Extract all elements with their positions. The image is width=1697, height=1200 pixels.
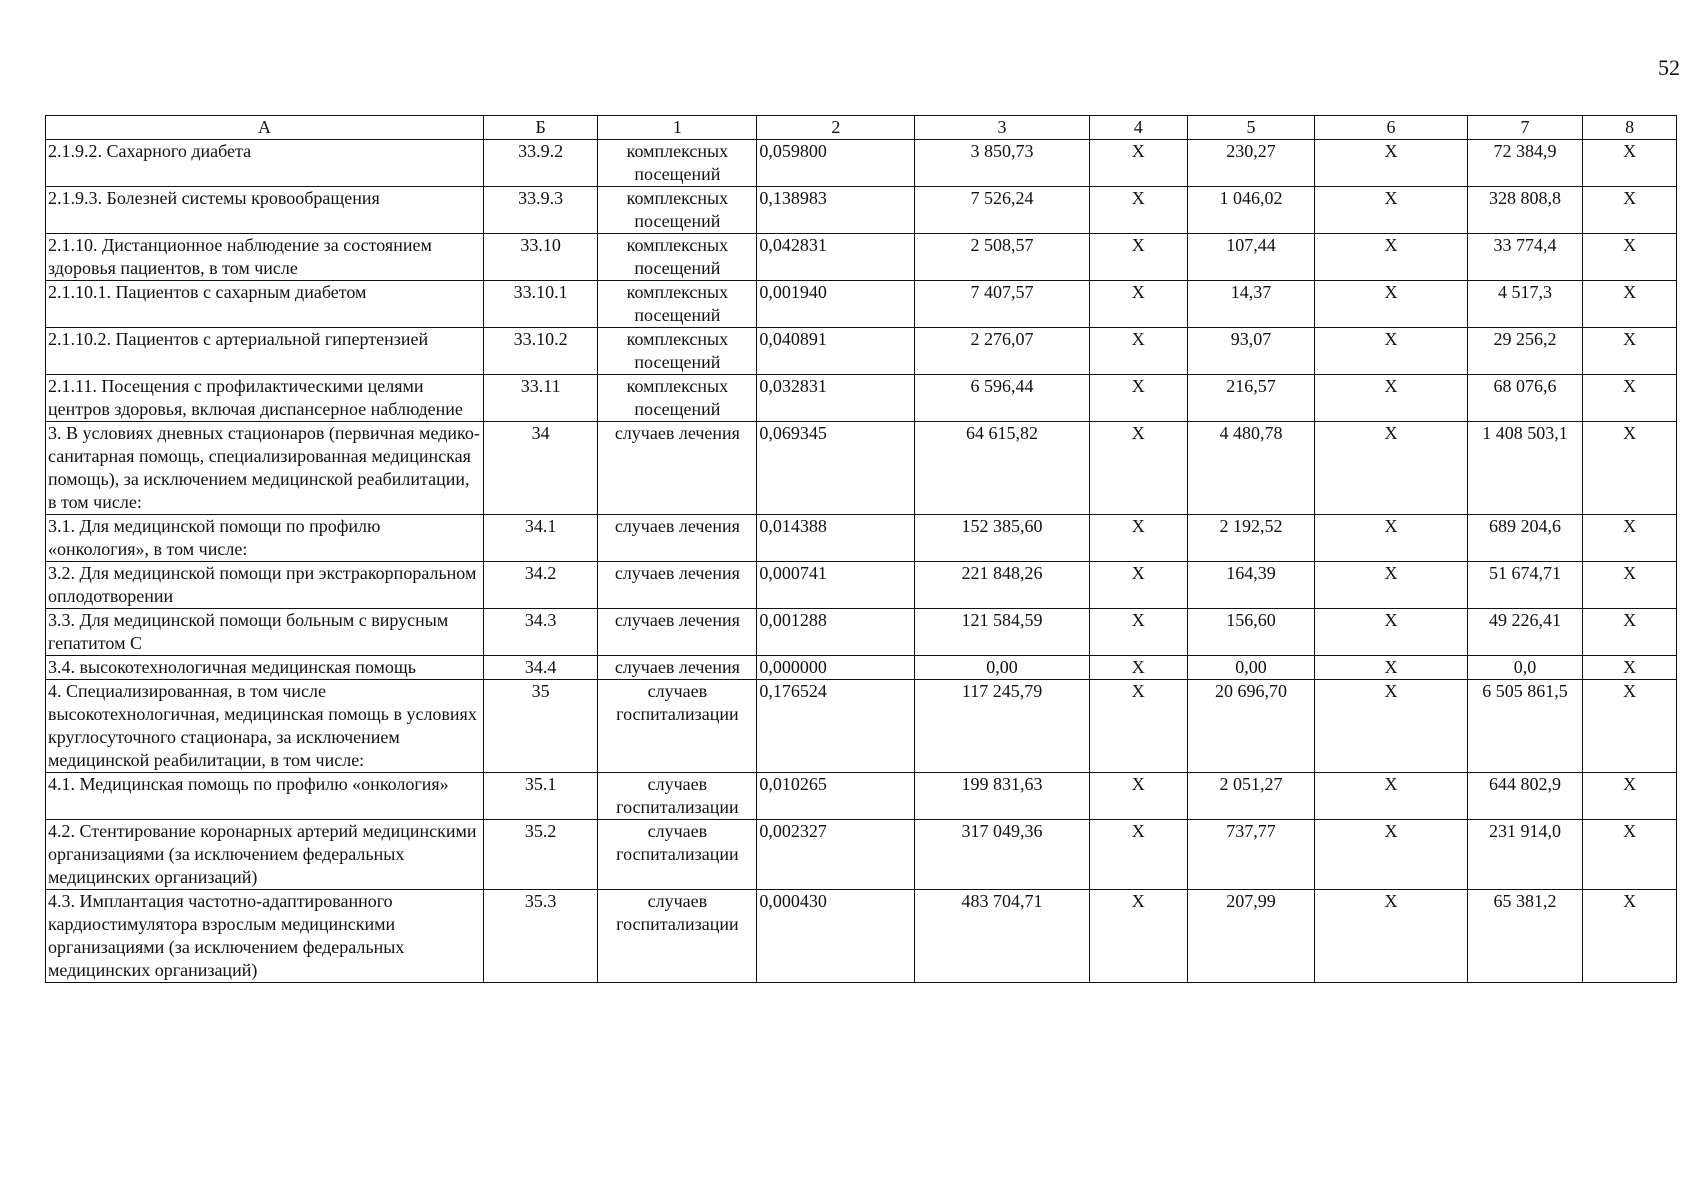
row-col-8: X <box>1583 515 1677 562</box>
row-cost-norm: 64 615,82 <box>915 422 1089 515</box>
row-volume-norm: 0,040891 <box>757 328 915 375</box>
row-code: 34.4 <box>483 656 597 680</box>
row-col-4: X <box>1089 515 1187 562</box>
row-code: 33.10.2 <box>483 328 597 375</box>
row-col-4: X <box>1089 656 1187 680</box>
row-label: 4.1. Медицинская помощь по профилю «онкология» <box>46 773 484 820</box>
row-unit: случаев лечения <box>598 609 757 656</box>
row-col-8: X <box>1583 328 1677 375</box>
table-row <box>46 515 1677 562</box>
table-row <box>46 328 1677 375</box>
row-volume-norm: 0,032831 <box>757 375 915 422</box>
row-col-6: X <box>1315 562 1468 609</box>
row-col-8: X <box>1583 890 1677 983</box>
row-cost-norm: 483 704,71 <box>915 890 1089 983</box>
row-total-cost: 1 408 503,1 <box>1467 422 1582 515</box>
row-col-6: X <box>1315 422 1468 515</box>
row-total-cost: 328 808,8 <box>1467 187 1582 234</box>
row-volume-norm: 0,138983 <box>757 187 915 234</box>
column-header-a: А <box>46 116 484 140</box>
row-col-8: X <box>1583 234 1677 281</box>
row-unit: случаев госпитализации <box>598 890 757 983</box>
row-label: 2.1.10.1. Пациентов с сахарным диабетом <box>46 281 484 328</box>
row-label: 3.3. Для медицинской помощи больным с вирусным гепатитом С <box>46 609 484 656</box>
column-header-3: 3 <box>915 116 1089 140</box>
table-row <box>46 609 1677 656</box>
row-label: 2.1.11. Посещения с профилактическими целями центров здоровья, включая диспансерное наблюдение <box>46 375 484 422</box>
table-body <box>46 140 1677 983</box>
row-code: 35.1 <box>483 773 597 820</box>
row-volume-norm: 0,069345 <box>757 422 915 515</box>
row-cost-norm: 7 526,24 <box>915 187 1089 234</box>
row-label: 3.4. высокотехнологичная медицинская помощь <box>46 656 484 680</box>
row-col-8: X <box>1583 609 1677 656</box>
row-code: 33.9.3 <box>483 187 597 234</box>
row-code: 33.9.2 <box>483 140 597 187</box>
row-cost-norm: 3 850,73 <box>915 140 1089 187</box>
row-per-capita: 207,99 <box>1187 890 1314 983</box>
row-total-cost: 68 076,6 <box>1467 375 1582 422</box>
row-per-capita: 20 696,70 <box>1187 680 1314 773</box>
row-label: 2.1.10. Дистанционное наблюдение за состоянием здоровья пациентов, в том числе <box>46 234 484 281</box>
row-total-cost: 644 802,9 <box>1467 773 1582 820</box>
row-cost-norm: 2 508,57 <box>915 234 1089 281</box>
row-col-6: X <box>1315 820 1468 890</box>
row-col-8: X <box>1583 375 1677 422</box>
row-label: 3. В условиях дневных стационаров (первичная медико-санитарная помощь, специализированная медицинская помощь), за исключением медицинской реабилитации, в том числе: <box>46 422 484 515</box>
row-code: 34.2 <box>483 562 597 609</box>
row-col-4: X <box>1089 375 1187 422</box>
row-col-8: X <box>1583 562 1677 609</box>
row-unit: случаев лечения <box>598 422 757 515</box>
row-col-6: X <box>1315 234 1468 281</box>
row-total-cost: 51 674,71 <box>1467 562 1582 609</box>
row-unit: комплексных посещений <box>598 187 757 234</box>
row-col-6: X <box>1315 773 1468 820</box>
header-row <box>46 116 1677 140</box>
row-col-4: X <box>1089 820 1187 890</box>
table-row <box>46 890 1677 983</box>
column-header-b: Б <box>483 116 597 140</box>
row-volume-norm: 0,002327 <box>757 820 915 890</box>
column-header-1: 1 <box>598 116 757 140</box>
row-per-capita: 230,27 <box>1187 140 1314 187</box>
row-volume-norm: 0,014388 <box>757 515 915 562</box>
row-code: 35 <box>483 680 597 773</box>
row-col-4: X <box>1089 281 1187 328</box>
row-col-6: X <box>1315 515 1468 562</box>
row-per-capita: 216,57 <box>1187 375 1314 422</box>
data-table <box>45 115 1677 983</box>
row-unit: комплексных посещений <box>598 234 757 281</box>
row-volume-norm: 0,059800 <box>757 140 915 187</box>
row-unit: случаев лечения <box>598 562 757 609</box>
row-col-8: X <box>1583 281 1677 328</box>
row-per-capita: 156,60 <box>1187 609 1314 656</box>
row-unit: комплексных посещений <box>598 281 757 328</box>
table-row <box>46 140 1677 187</box>
row-col-8: X <box>1583 656 1677 680</box>
row-unit: случаев лечения <box>598 515 757 562</box>
table-row <box>46 375 1677 422</box>
row-col-6: X <box>1315 890 1468 983</box>
row-total-cost: 4 517,3 <box>1467 281 1582 328</box>
row-per-capita: 2 192,52 <box>1187 515 1314 562</box>
row-total-cost: 231 914,0 <box>1467 820 1582 890</box>
row-code: 35.3 <box>483 890 597 983</box>
row-volume-norm: 0,010265 <box>757 773 915 820</box>
row-unit: случаев госпитализации <box>598 820 757 890</box>
row-volume-norm: 0,000741 <box>757 562 915 609</box>
row-unit: случаев госпитализации <box>598 680 757 773</box>
row-per-capita: 0,00 <box>1187 656 1314 680</box>
row-cost-norm: 2 276,07 <box>915 328 1089 375</box>
table-row <box>46 281 1677 328</box>
row-col-6: X <box>1315 187 1468 234</box>
row-code: 33.10.1 <box>483 281 597 328</box>
row-col-6: X <box>1315 375 1468 422</box>
row-code: 34.1 <box>483 515 597 562</box>
row-code: 34.3 <box>483 609 597 656</box>
row-per-capita: 1 046,02 <box>1187 187 1314 234</box>
row-volume-norm: 0,000430 <box>757 890 915 983</box>
table-row <box>46 680 1677 773</box>
row-per-capita: 737,77 <box>1187 820 1314 890</box>
row-total-cost: 33 774,4 <box>1467 234 1582 281</box>
column-header-7: 7 <box>1467 116 1582 140</box>
row-volume-norm: 0,001288 <box>757 609 915 656</box>
row-col-4: X <box>1089 140 1187 187</box>
column-header-4: 4 <box>1089 116 1187 140</box>
row-col-4: X <box>1089 328 1187 375</box>
row-col-4: X <box>1089 773 1187 820</box>
row-code: 34 <box>483 422 597 515</box>
column-header-8: 8 <box>1583 116 1677 140</box>
column-header-5: 5 <box>1187 116 1314 140</box>
row-col-6: X <box>1315 656 1468 680</box>
row-code: 35.2 <box>483 820 597 890</box>
row-unit: случаев госпитализации <box>598 773 757 820</box>
row-unit: случаев лечения <box>598 656 757 680</box>
row-col-4: X <box>1089 680 1187 773</box>
table-row <box>46 187 1677 234</box>
row-label: 2.1.10.2. Пациентов с артериальной гипертензией <box>46 328 484 375</box>
row-code: 33.10 <box>483 234 597 281</box>
row-label: 4. Специализированная, в том числе высокотехнологичная, медицинская помощь в условиях круглосуточного стационара, за исключением медицинской реабилитации, в том числе: <box>46 680 484 773</box>
row-cost-norm: 7 407,57 <box>915 281 1089 328</box>
row-volume-norm: 0,001940 <box>757 281 915 328</box>
row-cost-norm: 117 245,79 <box>915 680 1089 773</box>
page-number: 52 <box>1658 55 1680 80</box>
row-per-capita: 107,44 <box>1187 234 1314 281</box>
row-cost-norm: 6 596,44 <box>915 375 1089 422</box>
row-total-cost: 72 384,9 <box>1467 140 1582 187</box>
row-per-capita: 4 480,78 <box>1187 422 1314 515</box>
row-label: 4.2. Стентирование коронарных артерий медицинскими организациями (за исключением федеральных медицинских организаций) <box>46 820 484 890</box>
row-total-cost: 65 381,2 <box>1467 890 1582 983</box>
row-volume-norm: 0,000000 <box>757 656 915 680</box>
row-volume-norm: 0,176524 <box>757 680 915 773</box>
row-col-8: X <box>1583 422 1677 515</box>
column-header-2: 2 <box>757 116 915 140</box>
row-total-cost: 29 256,2 <box>1467 328 1582 375</box>
row-cost-norm: 199 831,63 <box>915 773 1089 820</box>
row-label: 3.2. Для медицинской помощи при экстракорпоральном оплодотворении <box>46 562 484 609</box>
row-label: 2.1.9.3. Болезней системы кровообращения <box>46 187 484 234</box>
column-header-6: 6 <box>1315 116 1468 140</box>
row-volume-norm: 0,042831 <box>757 234 915 281</box>
row-label: 3.1. Для медицинской помощи по профилю «онкология», в том числе: <box>46 515 484 562</box>
row-per-capita: 93,07 <box>1187 328 1314 375</box>
row-col-6: X <box>1315 140 1468 187</box>
table-row <box>46 656 1677 680</box>
row-col-4: X <box>1089 187 1187 234</box>
table-row <box>46 422 1677 515</box>
row-unit: комплексных посещений <box>598 375 757 422</box>
row-col-4: X <box>1089 234 1187 281</box>
row-cost-norm: 221 848,26 <box>915 562 1089 609</box>
row-col-6: X <box>1315 680 1468 773</box>
row-col-8: X <box>1583 187 1677 234</box>
row-col-4: X <box>1089 422 1187 515</box>
row-col-6: X <box>1315 281 1468 328</box>
row-col-4: X <box>1089 890 1187 983</box>
row-code: 33.11 <box>483 375 597 422</box>
row-col-6: X <box>1315 609 1468 656</box>
row-total-cost: 689 204,6 <box>1467 515 1582 562</box>
row-per-capita: 164,39 <box>1187 562 1314 609</box>
row-total-cost: 49 226,41 <box>1467 609 1582 656</box>
row-per-capita: 2 051,27 <box>1187 773 1314 820</box>
row-label: 2.1.9.2. Сахарного диабета <box>46 140 484 187</box>
row-label: 4.3. Имплантация частотно-адаптированного кардиостимулятора взрослым медицинскими организациями (за исключением федеральных медицинских организаций) <box>46 890 484 983</box>
table-row <box>46 820 1677 890</box>
row-total-cost: 6 505 861,5 <box>1467 680 1582 773</box>
table-row <box>46 773 1677 820</box>
row-cost-norm: 121 584,59 <box>915 609 1089 656</box>
row-cost-norm: 317 049,36 <box>915 820 1089 890</box>
table-row <box>46 562 1677 609</box>
row-col-8: X <box>1583 680 1677 773</box>
row-unit: комплексных посещений <box>598 328 757 375</box>
row-col-4: X <box>1089 609 1187 656</box>
row-col-4: X <box>1089 562 1187 609</box>
row-cost-norm: 0,00 <box>915 656 1089 680</box>
row-col-8: X <box>1583 820 1677 890</box>
table-row <box>46 234 1677 281</box>
row-col-6: X <box>1315 328 1468 375</box>
row-unit: комплексных посещений <box>598 140 757 187</box>
row-per-capita: 14,37 <box>1187 281 1314 328</box>
row-total-cost: 0,0 <box>1467 656 1582 680</box>
row-cost-norm: 152 385,60 <box>915 515 1089 562</box>
row-col-8: X <box>1583 140 1677 187</box>
row-col-8: X <box>1583 773 1677 820</box>
